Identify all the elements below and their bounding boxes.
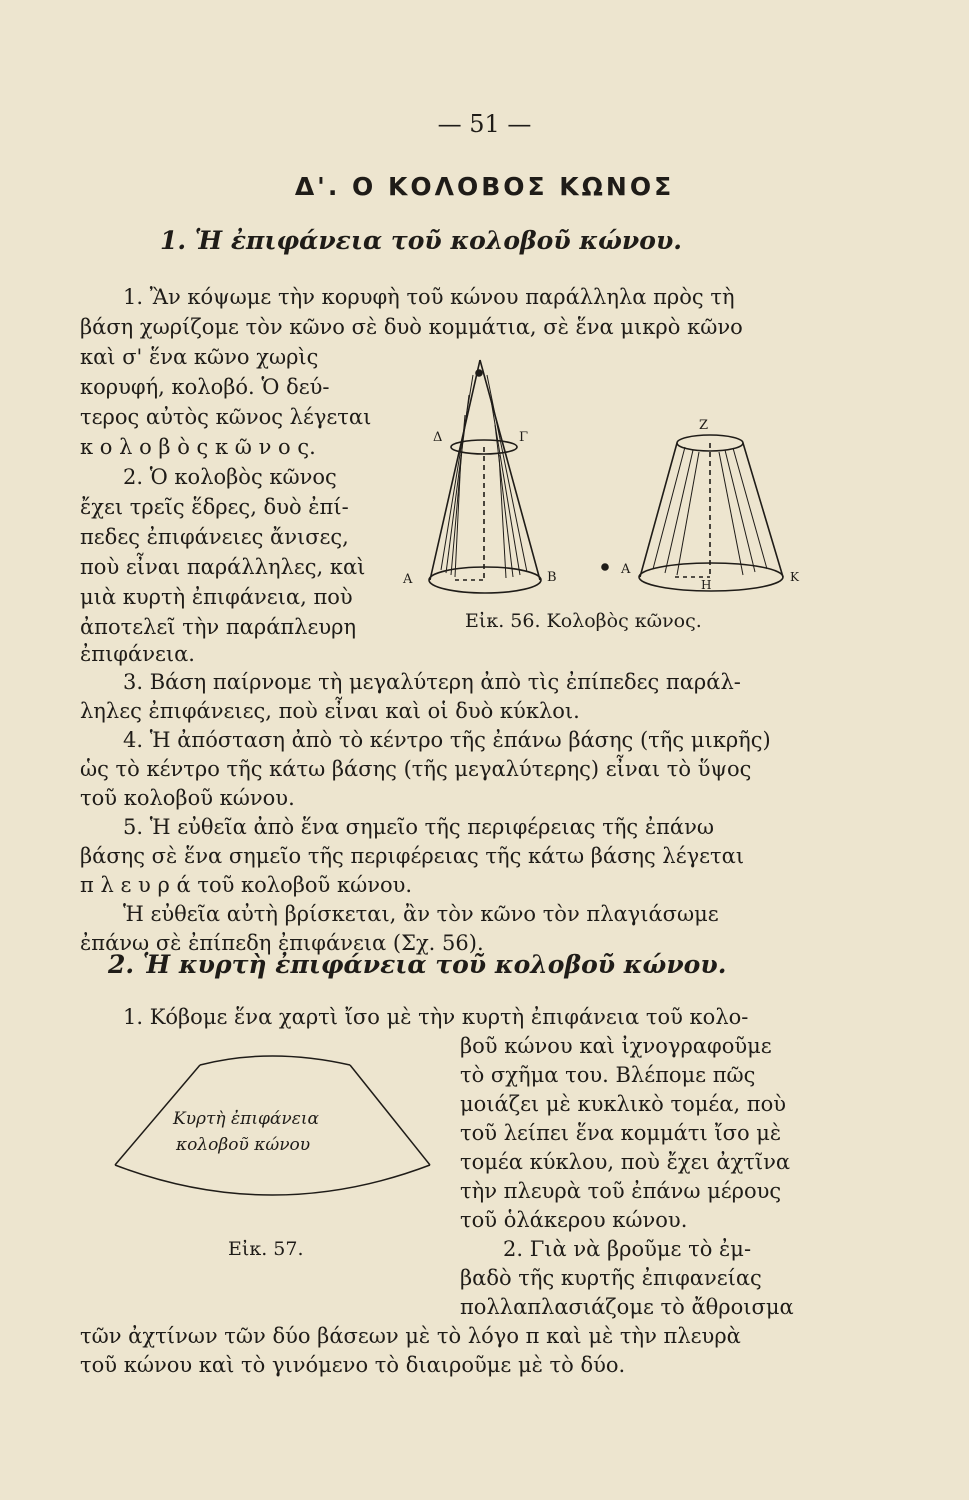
- text-line: ποὺ εἶναι παράλληλες, καὶ: [80, 555, 366, 579]
- text-line: τομέα κύκλου, ποὺ ἔχει ἀχτῖνα: [460, 1150, 791, 1174]
- figure-57-caption: Εἰκ. 57.: [228, 1238, 304, 1260]
- text-line: τοῦ ὁλάκερου κώνου.: [460, 1208, 688, 1232]
- label-kappa: Κ: [790, 570, 799, 584]
- text-line: τοῦ κώνου καὶ τὸ γινόμενο τὸ διαιροῦμε μὲ τὸ δύο.: [80, 1353, 626, 1377]
- text-line: μοιάζει μὲ κυκλικὸ τομέα, ποὺ: [460, 1092, 787, 1116]
- text-line: τερος αὐτὸς κῶνος λέγεται: [80, 405, 372, 429]
- text-line: τὸ σχῆμα του. Βλέπομε πῶς: [460, 1063, 756, 1087]
- figure-56-frustum-drawing: [395, 355, 815, 600]
- text-line: 2. Γιὰ νὰ βροῦμε τὸ ἐμ-: [503, 1237, 752, 1261]
- text-line: 1. Ἂν κόψωμε τὴν κορυφὴ τοῦ κώνου παράλληλα πρὸς τὴ: [123, 285, 735, 309]
- text-line: βαδὸ τῆς κυρτῆς ἐπιφανείας: [460, 1266, 762, 1290]
- text-line: πεδες ἐπιφάνειες ἄνισες,: [80, 525, 349, 549]
- label-zeta: Ζ: [699, 418, 709, 433]
- text-line: ἐπιφάνεια.: [80, 642, 195, 666]
- text-line: 1. Κόβομε ἕνα χαρτὶ ἴσο μὲ τὴν κυρτὴ ἐπιφάνεια τοῦ κολο-: [123, 1005, 749, 1029]
- text-line: ἐπάνω σὲ ἐπίπεδη ἐπιφάνεια (Σχ. 56).: [80, 931, 484, 955]
- label-delta: Δ: [433, 430, 443, 445]
- text-line: 4. Ἡ ἀπόσταση ἀπὸ τὸ κέντρο τῆς ἐπάνω βάσης (τῆς μικρῆς): [123, 728, 771, 752]
- text-line: 2. Ὁ κολοβὸς κῶνος: [123, 465, 337, 489]
- text-line: ἀποτελεῖ τὴν παράπλευρη: [80, 615, 357, 639]
- page-number: — 51 —: [437, 110, 532, 138]
- handwriting-line-1: Κυρτὴ ἐπιφάνεια: [173, 1109, 319, 1129]
- chapter-title: Δ'. Ο ΚΟΛΟΒΟΣ ΚΩΝΟΣ: [294, 172, 675, 201]
- text-line: ἔχει τρεῖς ἕδρες, δυὸ ἐπί-: [80, 495, 349, 519]
- label-alpha-right: Α: [621, 562, 631, 577]
- label-beta-left: Β: [547, 570, 557, 585]
- text-line: π λ ε υ ρ ά τοῦ κολοβοῦ κώνου.: [80, 873, 413, 897]
- handwriting-line-2: κολοβοῦ κώνου: [176, 1135, 311, 1155]
- text-line: τοῦ λείπει ἕνα κομμάτι ἴσο μὲ: [460, 1121, 782, 1145]
- label-gamma: Γ: [519, 430, 529, 445]
- text-line: Ἡ εὐθεῖα αὐτὴ βρίσκεται, ἂν τὸν κῶνο τὸν πλαγιάσωμε: [123, 902, 719, 926]
- text-line: κ ο λ ο β ὸ ς κ ῶ ν ο ς.: [80, 435, 316, 459]
- text-line: 5. Ἡ εὐθεῖα ἀπὸ ἕνα σημεῖο τῆς περιφέρειας τῆς ἐπάνω: [123, 815, 715, 839]
- text-line: 3. Βάση παίρνομε τὴ μεγαλύτερη ἀπὸ τὶς ἐπίπεδες παράλ-: [123, 670, 741, 694]
- text-line: πολλαπλασιάζομε τὸ ἄθροισμα: [460, 1295, 794, 1319]
- text-line: βοῦ κώνου καὶ ἰχνογραφοῦμε: [460, 1034, 772, 1058]
- figure-56-caption: Εἰκ. 56. Κολοβὸς κῶνος.: [465, 610, 702, 632]
- text-line: ληλες ἐπιφάνειες, ποὺ εἶναι καὶ οἱ δυὸ κύκλοι.: [80, 699, 580, 723]
- label-eta: Η: [701, 578, 712, 592]
- text-line: καὶ σ' ἕνα κῶνο χωρὶς: [80, 345, 319, 369]
- section-1-heading: 1. Ἡ ἐπιφάνεια τοῦ κολοβοῦ κώνου.: [160, 226, 682, 255]
- text-line: βάση χωρίζομε τὸν κῶνο σὲ δυὸ κομμάτια, σὲ ἕνα μικρὸ κῶνο: [80, 315, 743, 339]
- label-alpha-left: Α: [403, 572, 413, 587]
- text-line: τὴν πλευρὰ τοῦ ἐπάνω μέρους: [460, 1179, 782, 1203]
- text-line: ὡς τὸ κέντρο τῆς κάτω βάσης (τῆς μεγαλύτερης) εἶναι τὸ ὕψος: [80, 757, 752, 781]
- text-line: βάσης σὲ ἕνα σημεῖο τῆς περιφέρειας τῆς κάτω βάσης λέγεται: [80, 844, 745, 868]
- text-line: τῶν ἀχτίνων τῶν δύο βάσεων μὲ τὸ λόγο π καὶ μὲ τὴν πλευρὰ: [80, 1324, 741, 1348]
- text-line: μιὰ κυρτὴ ἐπιφάνεια, ποὺ: [80, 585, 353, 609]
- text-line: κορυφή, κολοβό. Ὁ δεύ-: [80, 375, 330, 399]
- section-2-heading: 2. Ἡ κυρτὴ ἐπιφάνεια τοῦ κολοβοῦ κώνου.: [108, 950, 727, 979]
- text-line: τοῦ κολοβοῦ κώνου.: [80, 786, 295, 810]
- figure-57-annular-sector-drawing: [110, 1050, 440, 1210]
